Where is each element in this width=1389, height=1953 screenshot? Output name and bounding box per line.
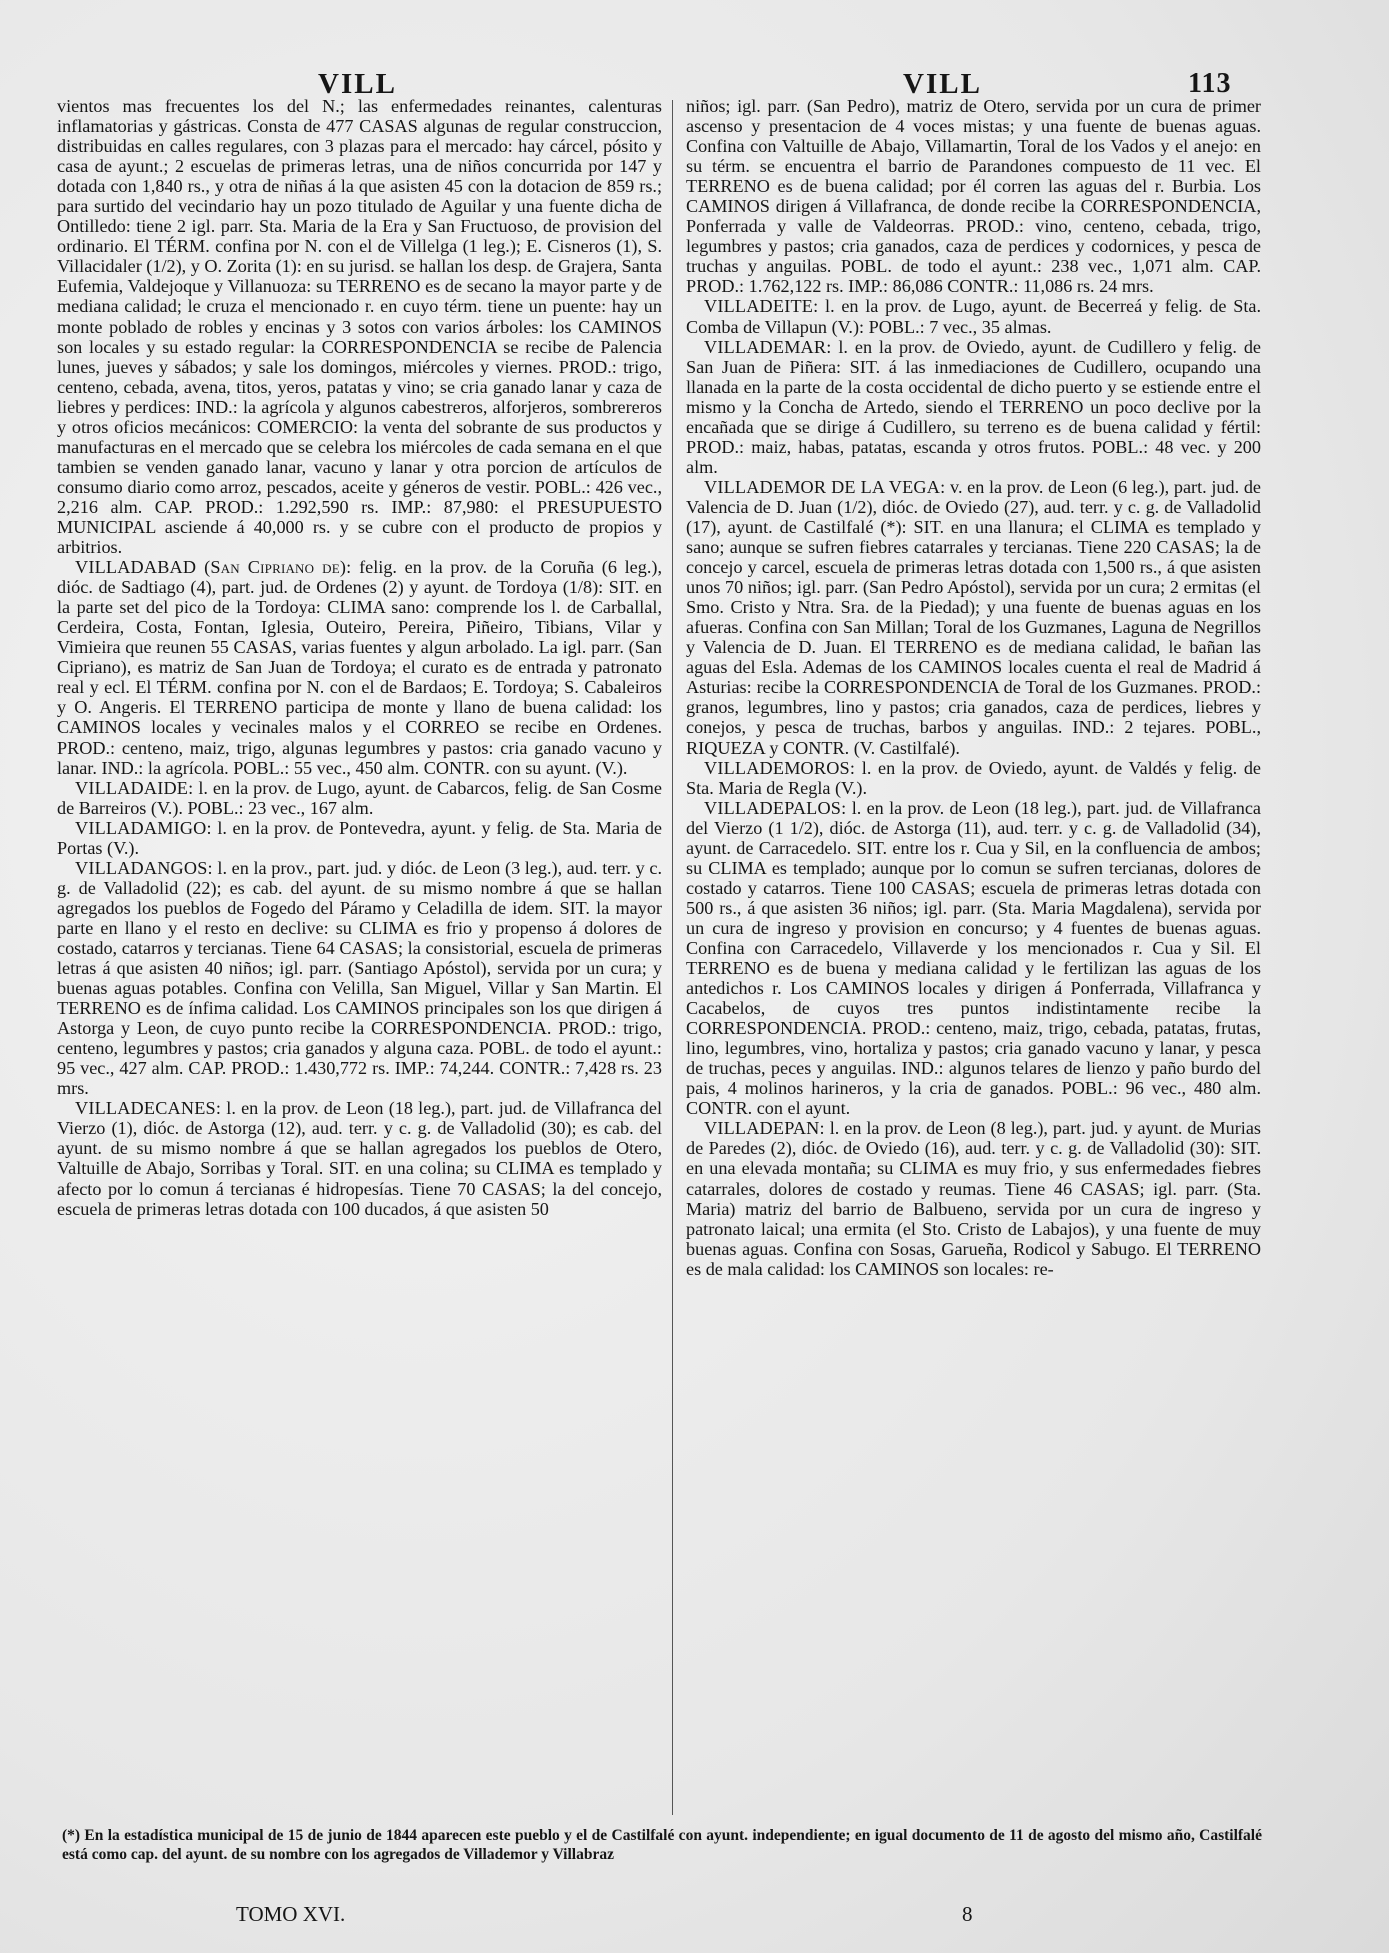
- entry-headword: VILLADEITE:: [704, 296, 819, 317]
- running-head-right: VILL: [903, 68, 982, 100]
- left-column: [57, 96, 662, 1818]
- entry-headword: VILLADAMIGO:: [75, 817, 212, 838]
- entry-text: l. en la prov. de Leon (8 leg.), part. jud. y ayunt. de Murias de Paredes (2), dióc. de Oviedo (16), aud. terr. y c. g. de Valladolid (30): SIT. en una elevada montaña; su CLIMA es muy frio, y sus enfermedades fiebres catarrales, dolores de costado y reumas. Tiene 46 CASAS; igl. parr. (Sta. Maria) matriz del barrio de Balbueno, servida por un cura de ingreso y patronato laical; una ermita (el Sto. Cristo de Labajos), y una fuente de muy buenas aguas. Confina con Sosas, Garueña, Rodicol y Sabugo. El TERRENO es de mala calidad: los CAMINOS son locales: re-: [686, 1118, 1261, 1279]
- running-head-left: VILL: [318, 68, 397, 100]
- entry-text: l. en la prov., part. jud. y dióc. de Leon (3 leg.), aud. terr. y c. g. de Valladolid (22); es cab. del ayunt. de su mismo nombre á que se hallan agregados los pueblos de Fogedo del Páramo y Celadilla de idem. SIT. la mayor parte en llano y el resto en declive: su CLIMA es frio y propenso á dolores de costado, catarros y tercianas. Tiene 64 CASAS; la consistorial, escuela de primeras letras á que asisten 40 niños; igl. parr. (Santiago Apóstol), servida por un cura; y buenas aguas potables. Confina con Velilla, San Miguel, Villar y San Martin. El TERRENO es de ínfima calidad. Los CAMINOS principales son los que dirigen á Astorga y Leon, de cuyo punto recibe la CORRESPONDENCIA. PROD.: trigo, centeno, legumbres y pastos; cria ganados y alguna caza. POBL. de todo el ayunt.: 95 vec., 427 alm. CAP. PROD.: 1.430,772 rs. IMP.: 74,244. CONTR.: 7,428 rs. 23 mrs.: [57, 857, 662, 1099]
- entry-text: l. en la prov. de Leon (18 leg.), part. jud. de Villafranca del Vierzo (1), dióc. de Astorga (12), aud. terr. y c. g. de Valladolid (30); es cab. del ayunt. de su mismo nombre á que se hallan agregados los pueblos de Otero, Valtuille de Abajo, Sorribas y Toral. SIT. en una colina; su CLIMA es templado y afecto por lo comun á tercianas é hidropesías. Tiene 70 CASAS; la del concejo, escuela de primeras letras dotada con 100 ducados, á que asisten 50: [57, 1098, 662, 1219]
- column-divider: [672, 100, 673, 1815]
- entry-text: niños; igl. parr. (San Pedro), matriz de Otero, servida por un cura de primer ascenso y presentacion de 4 voces mistas; y una fuente de buenas aguas. Confina con Valtuille de Abajo, Villamartin, Toral de los Vados y el anejo: en su térm. se encuentra el barrio de Parandones compuesto de 11 vec. El TERRENO es de buena calidad; por él corren las aguas del r. Burbia. Los CAMINOS dirigen á Villafranca, de donde recibe la CORRESPONDENCIA, Ponferrada y valle de Valdeorras. PROD.: vino, centeno, cebada, trigo, legumbres y pastos; cria ganados, caza de perdices y codornices, y pesca de truchas y anguilas. POBL. de todo el ayunt.: 238 vec., 1,071 alm. CAP. PROD.: 1.762,122 rs. IMP.: 86,086 CONTR.: 11,086 rs. 24 mrs.: [686, 96, 1261, 297]
- footnote: (*) En la estadística municipal de 15 de junio de 1844 aparecen este pueblo y el de Castilfalé con ayunt. independiente; en igual documento de 11 de agosto del mismo año, Castilfalé está como cap. del ayunt. de su nombre con los agregados de Villademor y Villabraz: [62, 1827, 1262, 1863]
- dictionary-entry: [686, 758, 1261, 798]
- dictionary-entry: [57, 1098, 662, 1218]
- entry-text: felig. en la prov. de la Coruña (6 leg.), dióc. de Sadtiago (4), part. jud. de Ordenes (2) y ayunt. de Tordoya (1/8): SIT. en la parte set del pico de la Tordoya: CLIMA sano: comprende los l. de Carballal, Cerdeira, Costa, Fontan, Iglesia, Outeiro, Pereira, Piñeiro, Tibians, Vilar y Vimieira que reunen 55 CASAS, varias fuentes y algun arbolado. La igl. parr. (San Cipriano), es matriz de San Juan de Tordoya; el curato es de entrada y patronato real y ecl. El TÉRM. confina por N. con el de Bardaos; E. Tordoya; S. Cabaleiros y O. Angeris. El TERRENO participa de monte y llano de buena calidad: los CAMINOS locales y vecinales malos y el CORREO se recibe en Ordenes. PROD.: centeno, maiz, trigo, algunas legumbres y pastos: cria ganado vacuno y lanar. IND.: la agrícola. POBL.: 55 vec., 450 alm. CONTR. con su ayunt. (V.).: [57, 557, 662, 778]
- entry-text: l. en la prov. de Pontevedra, ayunt. y felig. de Sta. Maria de Portas (V.).: [57, 817, 662, 858]
- entry-headword: VILLADECANES:: [75, 1098, 222, 1119]
- dictionary-entry: [686, 296, 1261, 336]
- entry-text: l. en la prov. de Lugo, ayunt. de Becerreá y felig. de Sta. Comba de Villapun (V.): POBL.: 7 vec., 35 almas.: [686, 296, 1261, 337]
- entry-text: v. en la prov. de Leon (6 leg.), part. jud. de Valencia de D. Juan (1/2), dióc. de Oviedo (27), aud. terr. y c. g. de Valladolid (17), ayunt. de Castilfalé (*): SIT. en una llanura; el CLIMA es templado y sano; aunque se sufren fiebres catarrales y tercianas. Tiene 220 CASAS; la de concejo y carcel, escuela de primeras letras dotada con 1,500 rs., á que asisten unos 70 niños; igl. parr. (San Pedro Apóstol), servida por un cura; 2 ermitas (el Smo. Cristo y Ntra. Sra. de la Piedad); y una fuente de buenas aguas en los afueras. Confina con San Millan; Toral de los Guzmanes, Laguna de Negrillos y Valencia de D. Juan. El TERRENO es de mediana calidad, le bañan las aguas del Esla. Ademas de los CAMINOS locales cuenta el real de Madrid á Asturias: recibe la CORRESPONDENCIA de Toral de los Guzmanes. PROD.: granos, legumbres, lino y pastos; cria ganados, caza de perdices, liebres y conejos, y pesca de truchas, barbos y anguilas. IND.: 2 tejares. POBL., RIQUEZA y CONTR. (V. Castilfalé).: [686, 476, 1261, 758]
- entry-text: l. en la prov. de Leon (18 leg.), part. jud. de Villafranca del Vierzo (1 1/2), dióc. de Astorga (11), aud. terr. y c. g. de Valladolid (34), ayunt. de Carracedelo. SIT. entre los r. Cua y Sil, en la confluencia de ambos; su CLIMA es templado; aunque por lo comun se sufren tercianas, dolores de costado y catarros. Tiene 100 CASAS; escuela de primeras letras dotada con 500 rs., á que asisten 36 niños; igl. parr. (Sta. Maria Magdalena), servida por un cura de ingreso y provision en concurso; y 4 fuentes de buenas aguas. Confina con Carracedelo, Villaverde y los mencionados r. Cua y Sil. El TERRENO es de buena y mediana calidad y le fertilizan las aguas de los antedichos r. Los CAMINOS locales y dirigen á Ponferrada, Villafranca y Cacabelos, de cuyos tres puntos indistintamente recibe la CORRESPONDENCIA. PROD.: centeno, maiz, trigo, cebada, patatas, frutas, lino, legumbres, vino, hortaliza y pastos; cria ganado vacuno y lanar, y pesca de truchas, peces y anguilas. IND.: algunos telares de lienzo y paño burdo del pais, 4 molinos harineros, y la cria de ganados. POBL.: 96 vec., 480 alm. CONTR. con el ayunt.: [686, 797, 1261, 1119]
- entry-headword: VILLADEPAN:: [704, 1118, 825, 1139]
- dictionary-entry: [57, 557, 662, 778]
- dictionary-entry: [686, 798, 1261, 1119]
- dictionary-entry: [57, 778, 662, 818]
- dictionary-entry: [686, 96, 1261, 296]
- entry-headword: VILLADEPALOS:: [704, 797, 847, 818]
- dictionary-entry: [686, 1118, 1261, 1278]
- dictionary-entry: [686, 337, 1261, 477]
- entry-headword: VILLADANGOS:: [75, 857, 213, 878]
- entry-text: vientos mas frecuentes los del N.; las enfermedades reinantes, calenturas inflamatorias y gástricas. Consta de 477 CASAS algunas de regular construccion, distribuidas en calles regulares, con 3 plazas para el mercado: hay cárcel, pósito y casa de ayunt.; 2 escuelas de primeras letras, una de niños concurrida por 147 y dotada con 1,840 rs., y otra de niñas á la que asisten 45 con la dotacion de 859 rs.; para surtido del vecindario hay un pozo titulado de Aguilar y una fuente dicha de Ontilledo: tiene 2 igl. parr. Sta. Maria de la Era y San Fructuoso, de provision del ordinario. El TÉRM. confina por N. con el de Villelga (1 leg.); E. Cisneros (1), S. Villacidaler (1/2), y O. Zorita (1): en su jurisd. se hallan los desp. de Grajera, Santa Eufemia, Valdejoque y Villanuoza: su TERRENO es de secano la mayor parte y de mediana calidad; le cruza el mencionado r. en cuyo térm. tiene un puente: hay un monte poblado de robles y encinas y 3 sotos con varios árboles: los CAMINOS son locales y su estado regular: la CORRESPONDENCIA se recibe de Palencia lunes, jueves y sábados; y sale los domingos, miércoles y viernes. PROD.: trigo, centeno, cebada, avena, titos, yeros, patatas y vino; se cria ganado lanar y caza de liebres y perdices: IND.: la agrícola y algunos cabestreros, alforjeros, sombrereros y otros oficios mecánicos: COMERCIO: la venta del sobrante de sus productos y manufacturas en el mercado que se celebra los miércoles de cada semana en el que tambien se venden ganado lanar, vacuno y lanar y otra porcion de artículos de consumo diario como arroz, pescados, aceite y géneros de vestir. POBL.: 426 vec., 2,216 alm. CAP. PROD.: 1.292,590 rs. IMP.: 87,980: el PRESUPUESTO MUNICIPAL asciende á 40,000 rs. y se cubre con el producto de propios y arbitrios.: [57, 96, 662, 558]
- entry-text: l. en la prov. de Lugo, ayunt. de Cabarcos, felig. de San Cosme de Barreiros (V.). POBL.: 23 vec., 167 alm.: [57, 777, 662, 818]
- entry-headword: VILLADEMOR DE LA VEGA:: [704, 476, 946, 497]
- entry-headword: VILLADEMOROS:: [704, 757, 856, 778]
- page-number: 113: [1188, 68, 1232, 99]
- dictionary-entry: [57, 818, 662, 858]
- entry-headword: VILLADEMAR:: [704, 336, 832, 357]
- entry-headword: VILLADAIDE:: [75, 777, 194, 798]
- dictionary-entry: [57, 858, 662, 1099]
- entry-text: l. en la prov. de Oviedo, ayunt. de Cudillero y felig. de San Juan de Piñera: SIT. á las inmediaciones de Cudillero, ocupando una llanada en la parte de la costa occidental de dicho puerto y se estiende entre el mismo y la Concha de Artedo, siendo el TERRENO un poco declive por la encañada que se dirige á Cudillero, su terreno es de buena calidad y fértil: PROD.: maiz, habas, patatas, escanda y otros frutos. POBL.: 48 vec. y 200 alm.: [686, 336, 1261, 477]
- dictionary-entry: [57, 96, 662, 557]
- entry-headword: VILLADABAD (San Cipriano de):: [75, 557, 352, 578]
- right-column: [686, 96, 1261, 1818]
- dictionary-entry: [686, 477, 1261, 758]
- entry-text: l. en la prov. de Oviedo, ayunt. de Valdés y felig. de Sta. Maria de Regla (V.).: [686, 757, 1261, 798]
- volume-label: TOMO XVI.: [236, 1902, 346, 1926]
- signature-mark: 8: [962, 1902, 973, 1926]
